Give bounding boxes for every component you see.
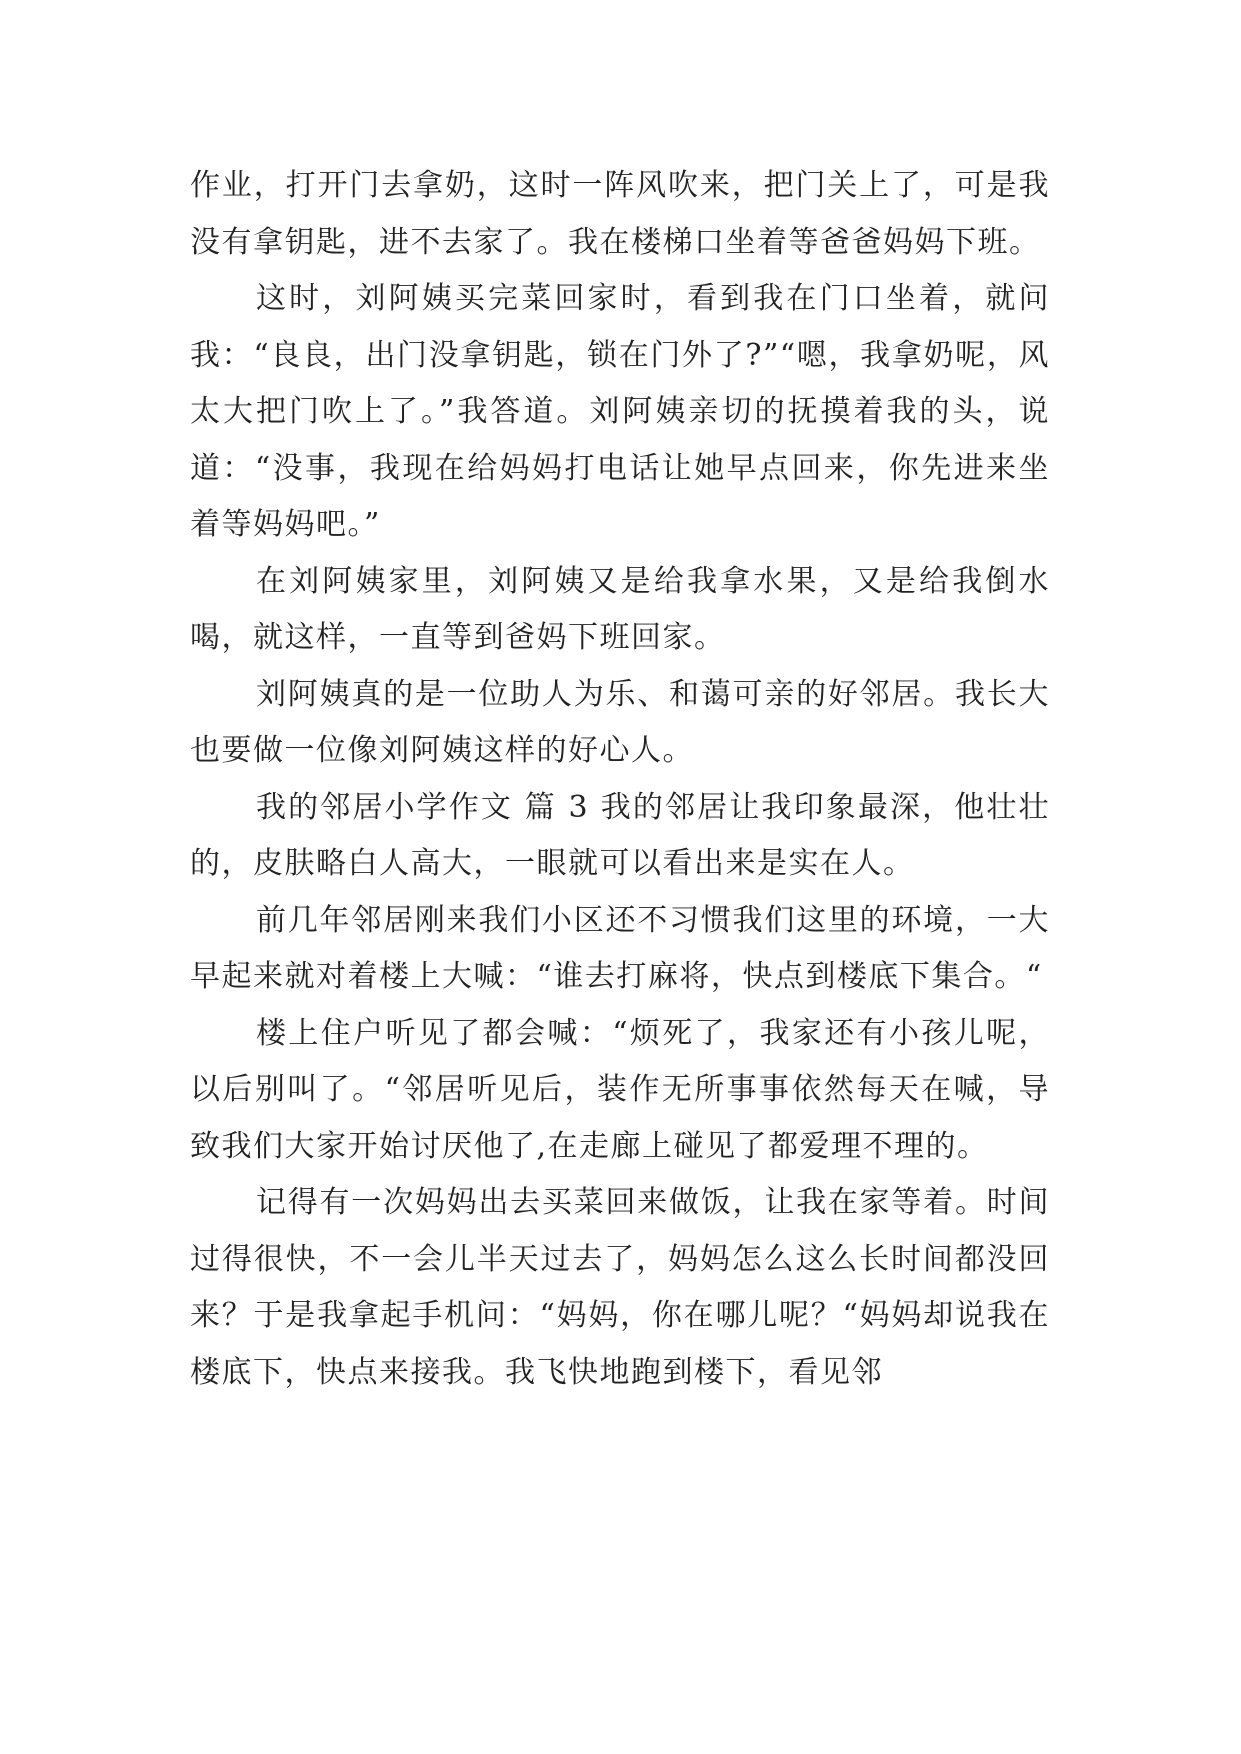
paragraph-2: 这时，刘阿姨买完菜回家时，看到我在门口坐着，就问我：“良良，出门没拿钥匙，锁在门外了?”“嗯，我拿奶呢，风太大把门吹上了。”我答道。刘阿姨亲切的抚摸着我的头，说道：“没事，我现在给妈妈打电话让她早点回来，你先进来坐着等妈妈吧。” xyxy=(190,281,1050,542)
paragraph-1: 作业，打开门去拿奶，这时一阵风吹来，把门关上了，可是我没有拿钥匙，进不去家了。我在楼梯口坐着等爸爸妈妈下班。 xyxy=(190,168,1050,260)
paragraph-7: 楼上住户听见了都会喊：“烦死了，我家还有小孩儿呢，以后别叫了。“邻居听见后，装作无所事事依然每天在喊，导致我们大家开始讨厌他了,在走廊上碰见了都爱理不理的。 xyxy=(190,1015,1050,1164)
paragraph-4: 刘阿姨真的是一位助人为乐、和蔼可亲的好邻居。我长大也要做一位像刘阿姨这样的好心人。 xyxy=(190,676,1050,768)
paragraph-8: 记得有一次妈妈出去买菜回来做饭，让我在家等着。时间过得很快，不一会儿半天过去了，妈妈怎么这么长时间都没回来？于是我拿起手机问：“妈妈，你在哪儿呢？“妈妈却说我在楼底下，快点来接我。我飞快地跑到楼下，看见邻 xyxy=(190,1185,1050,1390)
paragraph-5-section-heading: 我的邻居小学作文 篇 3 我的邻居让我印象最深，他壮壮的，皮肤略白人高大，一眼就可以看出来是实在人。 xyxy=(190,789,1050,881)
paragraph-3: 在刘阿姨家里，刘阿姨又是给我拿水果，又是给我倒水喝，就这样，一直等到爸妈下班回家。 xyxy=(190,563,1050,655)
paragraph-6: 前几年邻居刚来我们小区还不习惯我们这里的环境，一大早起来就对着楼上大喊：“谁去打麻将，快点到楼底下集合。“ xyxy=(190,902,1050,994)
document-body xyxy=(190,158,1050,1401)
